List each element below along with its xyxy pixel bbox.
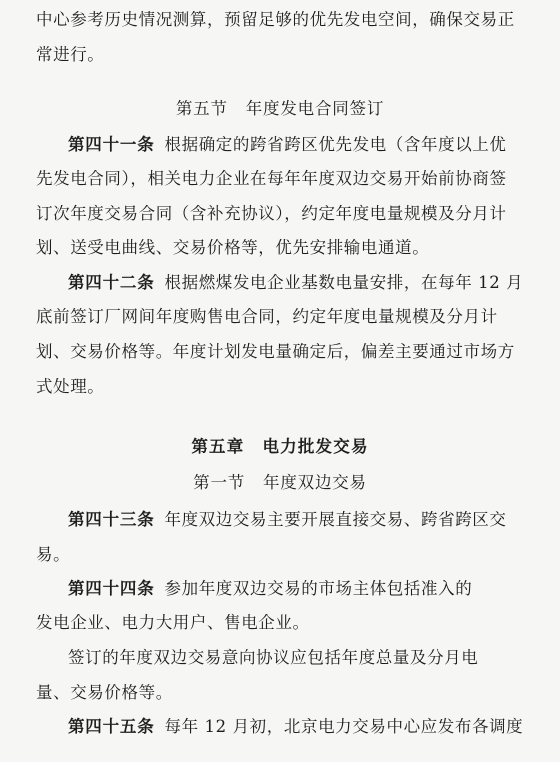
paragraph-line: 订次年度交易合同（含补充协议），约定年度电量规模及分月计 [36,204,507,223]
section-title: 年度双边交易 [263,473,367,492]
paragraph-line: 中心参考历史情况测算，预留足够的优先发电空间，确保交易正 [36,10,515,29]
article-label: 第四十三条 [68,510,155,529]
section-title: 年度发电合同签订 [245,99,385,118]
paragraph-line: 常进行。 [36,45,105,64]
paragraph-line: 签订的年度双边交易意向协议应包括年度总量及分月电 [68,648,479,667]
paragraph-line: 发电企业、电力大用户、售电企业。 [36,613,310,632]
article-label: 第四十五条 [68,717,155,736]
section-label: 第五节 [175,99,228,118]
paragraph-line: 划、交易价格等。年度计划发电量确定后，偏差主要通过市场方 [36,342,515,361]
section-heading [0,472,560,494]
chapter-label: 第五章 [191,437,245,456]
paragraph-line: 量、交易价格等。 [36,683,173,702]
section-heading [0,98,560,120]
article-44-first-line [68,578,560,600]
article-text: 每年 12 月初，北京电力交易中心应发布各调度 [164,717,524,736]
article-label: 第四十一条 [68,135,155,154]
paragraph-line: 式处理。 [36,377,105,396]
article-41-first-line [68,134,560,156]
paragraph-line: 先发电合同），相关电力企业在每年年度双边交易开始前协商签 [36,169,507,188]
section-label: 第一节 [193,473,246,492]
paragraph-line: 底前签订厂网间年度购售电合同，约定年度电量规模及分月计 [36,307,498,326]
chapter-title: 电力批发交易 [262,437,369,456]
article-text: 根据确定的跨省跨区优先发电（含年度以上优 [164,135,507,154]
article-label: 第四十四条 [68,579,155,598]
article-text: 年度双边交易主要开展直接交易、跨省跨区交 [164,510,507,529]
article-45-first-line [68,716,560,738]
article-label: 第四十二条 [68,273,155,292]
chapter-heading [0,436,560,458]
article-43-first-line [68,509,560,531]
paragraph-line: 划、送受电曲线、交易价格等，优先安排输电通道。 [36,238,430,257]
article-42-first-line [68,272,560,294]
paragraph-line: 易。 [36,545,71,564]
article-text: 根据燃煤发电企业基数电量安排，在每年 12 月 [164,273,524,292]
article-text: 参加年度双边交易的市场主体包括准入的 [164,579,473,598]
